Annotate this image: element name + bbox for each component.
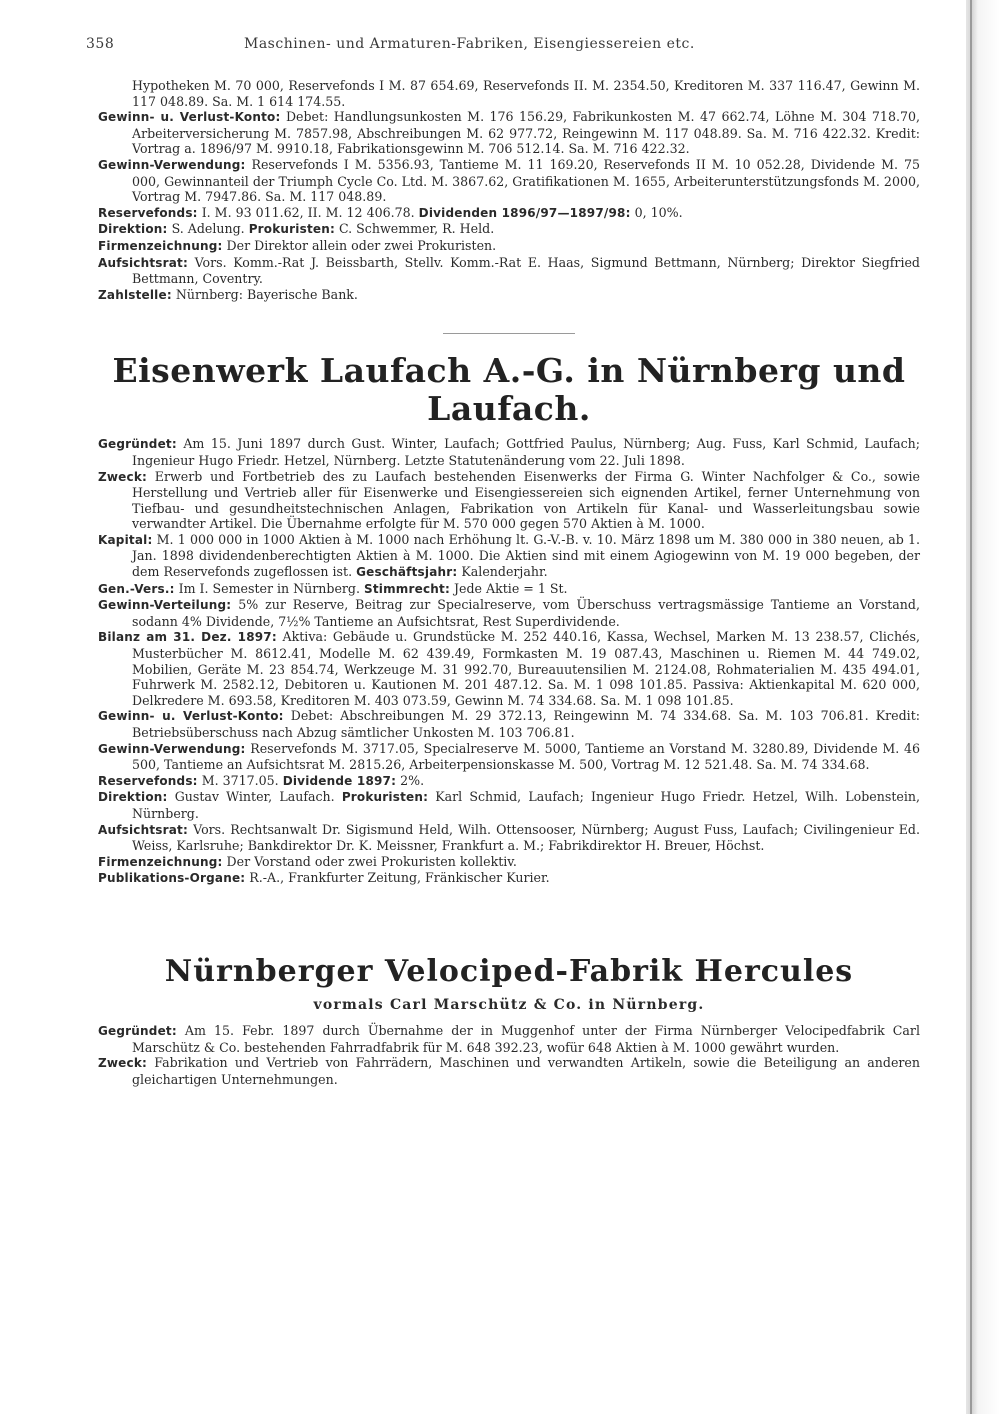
paragraph-direktion bbox=[98, 789, 920, 821]
paragraph-text: Reservefonds M. 3717.05, Specialreserve M. 5000, Tantieme an Vorstand M. 3280.89, Dividende M. 46 500, Tantieme an Aufsichtsrat M. 2815.26, Arbeiterpensionskasse M. 500, Vortrag M. 12 521.48. Sa. M. 74 334.68. bbox=[132, 740, 920, 773]
paragraph-firmenzeichnung bbox=[98, 854, 920, 871]
field-label: Direktion: bbox=[98, 222, 168, 237]
paragraph-text: M. 1 000 000 in 1000 Aktien à M. 1000 nach Erhöhung lt. G.-V.-B. v. 10. März 1898 um M. 380 000 in 380 neuen, ab 1. Jan. 1898 dividendenberechtigten Aktien à M. 1000. Die Aktien sind mit einem Agiogewinn von M. 19 000 begeben, der dem Reservefonds zugeflossen ist. bbox=[132, 531, 920, 580]
field-label: Aufsichtsrat: bbox=[98, 822, 188, 837]
paragraph-text: M. 3717.05. bbox=[201, 772, 279, 788]
paragraph-text: Fabrikation und Vertrieb von Fahrrädern, Maschinen und verwandten Artikeln, sowie die Beteiligung an anderen gleichartigen Unternehmungen. bbox=[132, 1055, 920, 1087]
field-label: Firmenzeichnung: bbox=[98, 238, 223, 253]
company-title-laufach: Eisenwerk Laufach A.-G. in Nürnberg und Laufach. bbox=[112, 351, 906, 429]
document-page bbox=[86, 36, 920, 1087]
field-label: Gegründet: bbox=[98, 437, 177, 452]
field-label: Gewinn- u. Verlust-Konto: bbox=[98, 709, 284, 724]
paragraph-balance-continued bbox=[98, 78, 920, 109]
field-label: Reservefonds: bbox=[98, 773, 198, 788]
paragraph-text: Am 15. Juni 1897 durch Gust. Winter, Laufach; Gottfried Paulus, Nürnberg; Aug. Fuss, Karl Schmid, Laufach; Ingenieur Hugo Friedr. Hetzel, Nürnberg. Letzte Statutenänderung vom 22. Juli 1898. bbox=[132, 436, 920, 468]
paragraph-text: Reservefonds I M. 5356.93, Tantieme M. 11 169.20, Reservefonds II M. 10 052.28, Dividende M. 75 000, Gewinnanteil der Triumph Cycle Co. Ltd. M. 3867.62, Gratifikationen M. 1655, Arbeiterunterstützungsfonds M. 2000, Vortrag M. 7947.86. Sa. M. 117 048.89. bbox=[132, 156, 920, 205]
previous-entry bbox=[98, 78, 920, 303]
paragraph-reservefonds bbox=[98, 773, 920, 790]
paragraph-zahlstelle bbox=[98, 287, 920, 304]
field-label: Gen.-Vers.: bbox=[98, 581, 175, 596]
paragraph-text: Vors. Rechtsanwalt Dr. Sigismund Held, Wilh. Ottensooser, Nürnberg; August Fuss, Laufach; Civilingenieur Ed. Weiss, Karlsruhe; Bankdirektor Dr. K. Meissner, Frankfurt a. M.; Fabrikdirektor H. Breuer, Höchst. bbox=[132, 821, 920, 854]
paragraph-text: Vors. Komm.-Rat J. Beissbarth, Stellv. Komm.-Rat E. Haas, Sigmund Bettmann, Nürnberg; Direktor Siegfried Bettmann, Coventry. bbox=[132, 254, 920, 287]
paragraph-gegruendet bbox=[98, 436, 920, 468]
paragraph-text: Debet: Handlungsunkosten M. 176 156.29, Fabrikunkosten M. 47 662.74, Löhne M. 304 718.70, Arbeiterversicherung M. 7857.98, Abschreibungen M. 62 977.72, Reingewinn M. 117 048.89. Sa. M. 716 422.32. Kredit: Vortrag a. 1896/97 M. 9910.18, Fabrikationsgewinn M. 706 512.14. Sa. M. 716 422.32. bbox=[132, 109, 920, 157]
paragraph-text: Aktiva: Gebäude u. Grundstücke M. 252 440.16, Kassa, Wechsel, Marken M. 13 238.57, Clichés, Musterbücher M. 8612.41, Modelle M. 62 439.49, Formkasten M. 19 087.43, Maschinen u. Riemen M. 44 749.02, Mobilien, Geräte M. 23 854.74, Werkzeuge M. 31 992.70, Bureauutensilien M. 2124.08, Rohmaterialien M. 435 494.01, Fuhrwerk M. 2582.12, Debitoren u. Kautionen M. 201 487.12. Sa. M. 1 098 101.85. Passiva: Aktienkapital M. 620 000, Delkredere M. 693.58, Kreditoren M. 403 073.59, Gewinn M. 74 334.68. Sa. M. 1 098 101.85. bbox=[132, 629, 920, 708]
field-label: Zweck: bbox=[98, 469, 148, 484]
field-label: Bilanz am 31. Dez. 1897: bbox=[98, 630, 277, 645]
paragraph-text: Der Direktor allein oder zwei Prokuristen. bbox=[226, 237, 497, 253]
paragraph-reservefonds bbox=[98, 205, 920, 222]
paragraph-text-geschaeftsjahr: Kalenderjahr. bbox=[461, 564, 548, 580]
field-label: Gewinn-Verwendung: bbox=[98, 741, 246, 756]
field-label: Direktion: bbox=[98, 790, 168, 805]
paragraph-gewinn-verlust-konto bbox=[98, 708, 920, 740]
paragraph-gewinn-verwendung bbox=[98, 157, 920, 205]
field-label-stimmrecht: Stimmrecht: bbox=[364, 581, 450, 596]
field-label: Zahlstelle: bbox=[98, 287, 172, 302]
paragraph-text-prokuristen: C. Schwemmer, R. Held. bbox=[338, 221, 495, 237]
page-number: 358 bbox=[86, 36, 115, 52]
field-label-geschaeftsjahr: Geschäftsjahr: bbox=[356, 565, 458, 580]
paragraph-text: 5% zur Reserve, Beitrag zur Specialreserve, vom Überschuss vertragsmässige Tantieme an Vorstand, sodann 4% Dividende, 7½% Tantieme an Aufsichtsrat, Rest Superdividende. bbox=[132, 597, 920, 629]
field-label-dividende: Dividende 1897: bbox=[282, 773, 397, 788]
paragraph-text: Nürnberg: Bayerische Bank. bbox=[175, 286, 358, 302]
paragraph-text: Am 15. Febr. 1897 durch Übernahme der in Muggenhof unter der Firma Nürnberger Velocipedfabrik Carl Marschütz & Co. bestehenden Fahrradfabrik für M. 648 392.23, wofür 648 Aktien à M. 1000 gewährt wurden. bbox=[132, 1022, 920, 1055]
paragraph-publikations-organe bbox=[98, 870, 920, 887]
paragraph-kapital bbox=[98, 532, 920, 581]
field-label: Reservefonds: bbox=[98, 205, 198, 220]
entry-hercules bbox=[98, 1023, 920, 1087]
paragraph-firmenzeichnung bbox=[98, 238, 920, 255]
paragraph-bilanz bbox=[98, 629, 920, 708]
paragraph-gewinn-verwendung bbox=[98, 741, 920, 773]
paragraph-text-dividende: 2%. bbox=[400, 772, 425, 788]
field-label: Aufsichtsrat: bbox=[98, 255, 188, 270]
field-label: Gegründet: bbox=[98, 1023, 177, 1038]
field-label: Publikations-Organe: bbox=[98, 871, 246, 886]
field-label: Zweck: bbox=[98, 1056, 148, 1071]
scan-binding-edge bbox=[966, 0, 1000, 1414]
paragraph-direktion bbox=[98, 221, 920, 238]
company-subtitle-hercules: vormals Carl Marschütz & Co. in Nürnberg. bbox=[313, 996, 705, 1013]
paragraph-text: I. M. 93 011.62, II. M. 12 406.78. bbox=[201, 204, 415, 220]
running-header bbox=[86, 36, 920, 52]
paragraph-text-stimmrecht: Jede Aktie = 1 St. bbox=[453, 580, 568, 596]
paragraph-gegruendet bbox=[98, 1023, 920, 1055]
paragraph-text: R.-A., Frankfurter Zeitung, Fränkischer Kurier. bbox=[249, 870, 550, 886]
field-label-prokuristen: Prokuristen: bbox=[248, 222, 335, 237]
company-title-hercules: Nürnberger Velociped-Fabrik Hercules bbox=[164, 953, 854, 989]
field-label: Gewinn- u. Verlust-Konto: bbox=[98, 110, 281, 125]
running-title: Maschinen- und Armaturen-Fabriken, Eisengiessereien etc. bbox=[244, 36, 695, 52]
paragraph-aufsichtsrat bbox=[98, 822, 920, 854]
field-label-prokuristen: Prokuristen: bbox=[341, 790, 429, 805]
field-label: Kapital: bbox=[98, 532, 153, 547]
paragraph-gewinn-verlust-konto bbox=[98, 109, 920, 157]
field-label: Firmenzeichnung: bbox=[98, 854, 223, 869]
paragraph-text: Erwerb und Fortbetrieb des zu Laufach bestehenden Eisenwerks der Firma G. Winter Nachfolger & Co., sowie Herstellung und Vertrieb aller für Eisenwerke und Eisengiessereien sich eignenden Artikel, ferner Unternehmung von Tiefbau- und gesundheitstechnischen Anlagen, Fabrikation von Artikeln für Kanal- und Wasserleitungsbau sowie verwandter Artikel. Die Übernahme erfolgte für M. 570 000 gegen 570 Aktien à M. 1000. bbox=[132, 468, 920, 532]
field-label: Gewinn-Verteilung: bbox=[98, 598, 232, 613]
paragraph-text: Gustav Winter, Laufach. bbox=[174, 789, 335, 805]
entry-laufach bbox=[98, 436, 920, 887]
paragraph-text: Debet: Abschreibungen M. 29 372.13, Reingewinn M. 74 334.68. Sa. M. 103 706.81. Kredit: Betriebsüberschuss nach Abzug sämtlicher Unkosten M. 103 706.81. bbox=[132, 708, 920, 740]
paragraph-zweck bbox=[98, 469, 920, 532]
paragraph-text-dividenden: 0, 10%. bbox=[634, 204, 683, 220]
paragraph-text: Der Vorstand oder zwei Prokuristen kollektiv. bbox=[226, 853, 517, 869]
paragraph-zweck bbox=[98, 1055, 920, 1087]
section-divider bbox=[443, 333, 575, 334]
field-label: Gewinn-Verwendung: bbox=[98, 157, 246, 172]
paragraph-gewinn-verteilung bbox=[98, 597, 920, 629]
paragraph-text-prokuristen: Karl Schmid, Laufach; Ingenieur Hugo Friedr. Hetzel, Wilh. Lobenstein, Nürnberg. bbox=[132, 789, 920, 821]
paragraph-text: S. Adelung. bbox=[171, 221, 245, 237]
field-label-dividenden: Dividenden 1896/97—1897/98: bbox=[418, 205, 631, 220]
paragraph-aufsichtsrat bbox=[98, 255, 920, 287]
paragraph-text: Im I. Semester in Nürnberg. bbox=[178, 580, 360, 596]
paragraph-text: Hypotheken M. 70 000, Reservefonds I M. 87 654.69, Reservefonds II. M. 2354.50, Kreditoren M. 337 116.47, Gewinn M. 117 048.89. Sa. M. 1 614 174.55. bbox=[132, 78, 920, 109]
paragraph-gen-vers bbox=[98, 581, 920, 598]
